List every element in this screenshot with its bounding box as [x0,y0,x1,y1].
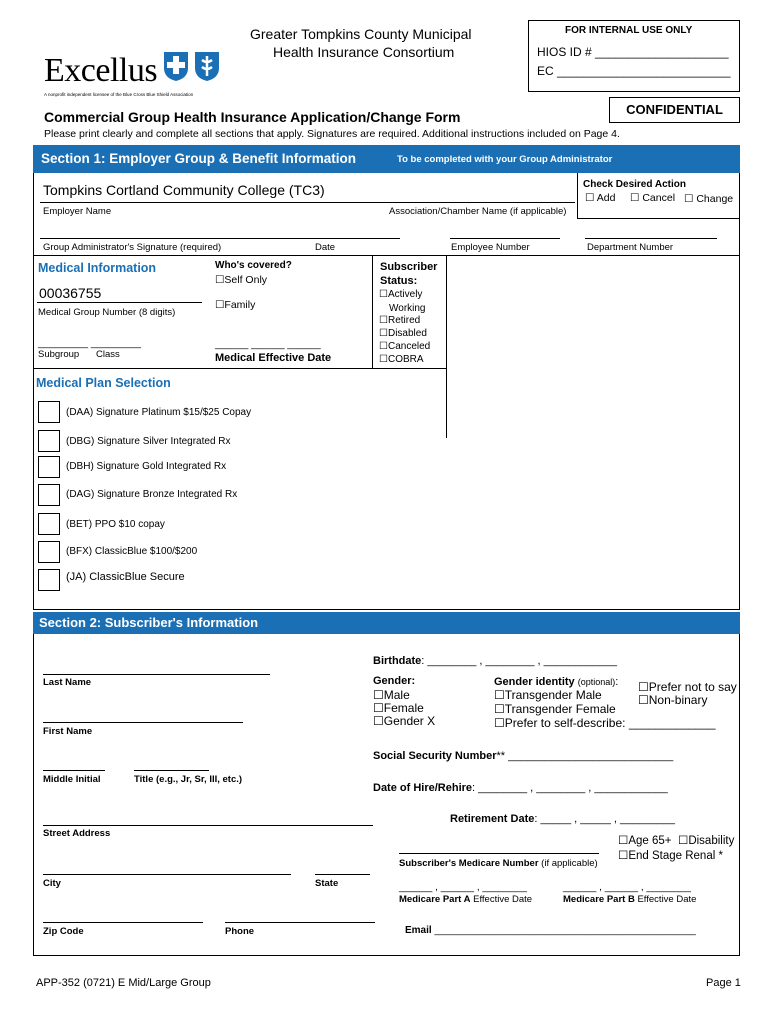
part-b-text: Medicare Part B [563,894,635,905]
birthdate-field[interactable] [373,655,617,667]
internal-use-box [528,20,740,92]
plan-dag-checkbox[interactable] [38,484,60,506]
gender-text: Gender [373,675,412,687]
action-change-checkbox[interactable]: ☐ Change [684,193,734,205]
medicare-number-label [399,858,598,869]
retirement-date-label: Retirement Date [450,813,535,825]
action-change-label: Change [696,193,734,205]
plan-dbg-label: (DBG) Signature Silver Integrated Rx [66,436,231,447]
email-blank: _______________________________________________ [431,925,696,936]
check-action-title: Check Desired Action [583,179,686,190]
page-number: Page 1 [706,977,741,989]
instructions: Please print clearly and complete all sections that apply. Signatures are required. Additional instructions included on Page 4. [44,128,620,140]
plan-ja-checkbox[interactable] [38,569,60,591]
plan-dag-label: (DAG) Signature Bronze Integrated Rx [66,489,238,500]
email-label: Email [405,925,432,936]
gi-trans-female-checkbox[interactable]: ☐Transgender Female [494,702,616,716]
department-number-label: Department Number [587,242,674,253]
street-address-label: Street Address [43,828,111,839]
title-line [134,770,209,771]
state-line [315,874,370,875]
part-b-label [563,894,696,905]
state-label: State [315,878,339,889]
gender-x-checkbox[interactable]: ☐Gender X [373,714,436,728]
self-only-checkbox[interactable]: ☐Self Only [215,274,268,286]
gender-identity-label: Gender identity [494,676,575,688]
section2-header [33,612,740,634]
action-divider [577,173,578,218]
section1-subtitle: To be completed with your Group Administrator [397,154,613,165]
zip-label: Zip Code [43,926,84,937]
section2-title: Section 2: Subscriber's Information [39,615,259,630]
form-title: Commercial Group Health Insurance Application/Change Form [44,109,461,125]
gender-identity-title: Gender identity (optional): [494,676,619,688]
medical-group-value[interactable]: 00036755 [39,285,102,301]
hire-date-blank: : ________ , ________ , ____________ [472,782,668,794]
birthdate-blank: : ________ , ________ , ____________ [421,655,618,667]
age65-label: Age 65+ [628,835,672,847]
status-canceled-checkbox[interactable]: ☐Canceled [379,341,431,352]
status-canceled-label: Canceled [387,341,431,352]
part-a-label [399,894,532,905]
action-cancel-checkbox[interactable]: ☐ Cancel [630,192,676,204]
phone-label: Phone [225,926,255,937]
esrd-checkbox[interactable]: ☐End Stage Renal * [618,850,723,862]
employer-name-label: Employer Name [43,206,112,217]
plan-ja-label: (JA) ClassicBlue Secure [66,571,185,583]
logo-tagline: A nonprofit independent licensee of the Blue Cross Blue Shield Association [44,92,194,97]
blue-cross-icon [162,50,190,82]
part-b-blank[interactable]: ______ , ______ , ________ [563,882,691,893]
employee-number-line [450,238,560,239]
email-field[interactable] [405,925,696,936]
gi-prefer-not-checkbox[interactable]: ☐Prefer not to say [638,680,737,694]
medicare-number-text: Subscriber's Medicare Number [399,858,539,869]
ssn-suffix: ** ___________________________ [496,750,674,762]
gi-trans-male-label: Transgender Male [504,688,602,702]
hire-date-label: Date of Hire/Rehire [373,782,473,794]
part-a-blank[interactable]: ______ , ______ , ________ [399,882,527,893]
zip-line [43,922,203,923]
status-bottom [33,368,447,369]
medical-info-title: Medical Information [38,261,157,275]
section1-header [33,145,740,173]
blue-shield-icon [193,50,221,82]
middle-initial-line [43,770,105,771]
last-name-line [43,674,270,675]
employee-number-label: Employee Number [451,242,530,253]
action-bottom [577,218,740,219]
effective-date-label: Medical Effective Date [215,352,332,364]
consortium-name-line2: Health Insurance Consortium [273,44,455,60]
status-actively-label: Actively [387,289,423,300]
action-add-label: Add [596,192,616,204]
city-line [43,874,291,875]
gender-male-label: Male [383,688,410,702]
status-working-label: Working [389,303,426,314]
employer-name-line [40,202,575,203]
ec-field[interactable]: EC __________________________ [537,64,731,78]
birthdate-label: Birthdate [373,655,422,667]
gi-non-binary-label: Non-binary [648,693,708,707]
plan-dbh-checkbox[interactable] [38,456,60,478]
status-actively-checkbox[interactable]: ☐Actively [379,289,423,300]
internal-use-title: FOR INTERNAL USE ONLY [565,25,693,36]
plan-bet-label: (BET) PPO $10 copay [66,519,165,530]
confidential-badge: CONFIDENTIAL [609,97,740,123]
form-code: APP-352 (0721) E Mid/Large Group [36,977,211,989]
gi-trans-male-checkbox[interactable]: ☐Transgender Male [494,688,602,702]
plan-daa-checkbox[interactable] [38,401,60,423]
gi-prefer-not-label: Prefer not to say [648,680,737,694]
plan-bfx-label: (BFX) ClassicBlue $100/$200 [66,546,198,557]
age65-checkbox[interactable]: ☐Age 65+ [618,835,672,847]
effective-date-blank[interactable]: ______ ______ ______ [215,339,321,350]
subgroup-blank[interactable]: _________ _________ [38,338,141,349]
logo-text: Excellus [44,52,158,89]
status-retired-label: Retired [387,315,421,326]
disability-label: Disability [688,835,735,847]
date-label: Date [315,242,336,253]
plan-bfx-checkbox[interactable] [38,541,60,563]
gi-non-binary-checkbox[interactable]: ☐Non-binary [638,693,708,707]
status-retired-checkbox[interactable]: ☐Retired [379,315,421,326]
self-only-label: Self Only [224,274,268,286]
whos-covered: Who's covered? [215,260,292,271]
status-disabled-label: Disabled [387,328,427,339]
disability-checkbox[interactable]: ☐Disability [678,835,735,847]
middle-initial-label: Middle Initial [43,774,101,785]
gender-x-label: Gender X [383,714,436,728]
sig-row-bottom [33,255,740,256]
family-label: Family [224,299,256,311]
family-checkbox[interactable]: ☐Family [215,299,256,311]
esrd-label: End Stage Renal * [628,850,723,862]
medicare-number-line [399,853,599,854]
ssn-field[interactable] [373,750,673,762]
status-right-border [446,255,447,438]
ssn-label: Social Security Number [373,750,497,762]
street-address-line [43,825,373,826]
gender-label: Gender: [373,675,416,687]
medicare-number-suffix: (if applicable) [541,858,598,869]
action-cancel-label: Cancel [642,192,676,204]
last-name-label: Last Name [43,677,92,688]
subgroup-label: Subgroup [38,349,80,360]
first-name-line [43,722,243,723]
plan-dbg-checkbox[interactable] [38,430,60,452]
part-a-effective: Effective Date [473,894,533,905]
consortium-name-line1: Greater Tompkins County Municipal [250,26,472,42]
status-cobra-label: COBRA [387,354,424,365]
subscriber-status-title-2: Status: [380,275,418,287]
phone-line [225,922,375,923]
section1-title: Section 1: Employer Group & Benefit Information [41,151,357,166]
gender-male-checkbox[interactable]: ☐Male [373,688,410,702]
medical-group-line [37,302,202,303]
gi-self-describe-checkbox[interactable]: ☐Prefer to self-describe: _____________ [494,716,716,730]
class-label: Class [96,349,120,360]
first-name-label: First Name [43,726,93,737]
part-a-text: Medicare Part A [399,894,471,905]
admin-sig-line [40,238,400,239]
plan-daa-label: (DAA) Signature Platinum $15/$25 Copay [66,407,252,418]
gender-female-checkbox[interactable]: ☐Female [373,701,424,715]
retirement-date-field[interactable] [450,813,675,825]
logo [44,52,157,90]
plan-bet-checkbox[interactable] [38,513,60,535]
subscriber-status-title-1: Subscriber [380,261,438,273]
employer-name-value[interactable]: Tompkins Cortland Community College (TC3) [43,182,325,198]
retirement-date-blank: : _____ , _____ , _________ [534,813,676,825]
hios-id-field[interactable]: HIOS ID # ____________________ [537,45,729,59]
department-number-line [585,238,717,239]
title-label: Title (e.g., Jr, Sr, III, etc.) [134,774,243,785]
gender-female-label: Female [383,701,424,715]
hire-date-field[interactable] [373,782,668,794]
gi-self-describe-label: Prefer to self-describe: _____________ [504,716,716,730]
plan-dbh-label: (DBH) Signature Gold Integrated Rx [66,461,227,472]
plan-selection-title: Medical Plan Selection [36,376,171,390]
association-label: Association/Chamber Name (if applicable) [389,206,567,217]
gi-trans-female-label: Transgender Female [504,702,616,716]
admin-sig-label: Group Administrator's Signature (required) [43,242,222,253]
status-left-border [372,255,373,368]
gender-identity-optional: (optional) [577,677,616,687]
part-b-effective: Effective Date [637,894,697,905]
status-disabled-checkbox[interactable]: ☐Disabled [379,328,427,339]
medical-group-label: Medical Group Number (8 digits) [38,307,176,318]
city-label: City [43,878,61,889]
status-cobra-checkbox[interactable]: ☐COBRA [379,354,424,365]
action-add-checkbox[interactable]: ☐ Add [585,192,616,204]
